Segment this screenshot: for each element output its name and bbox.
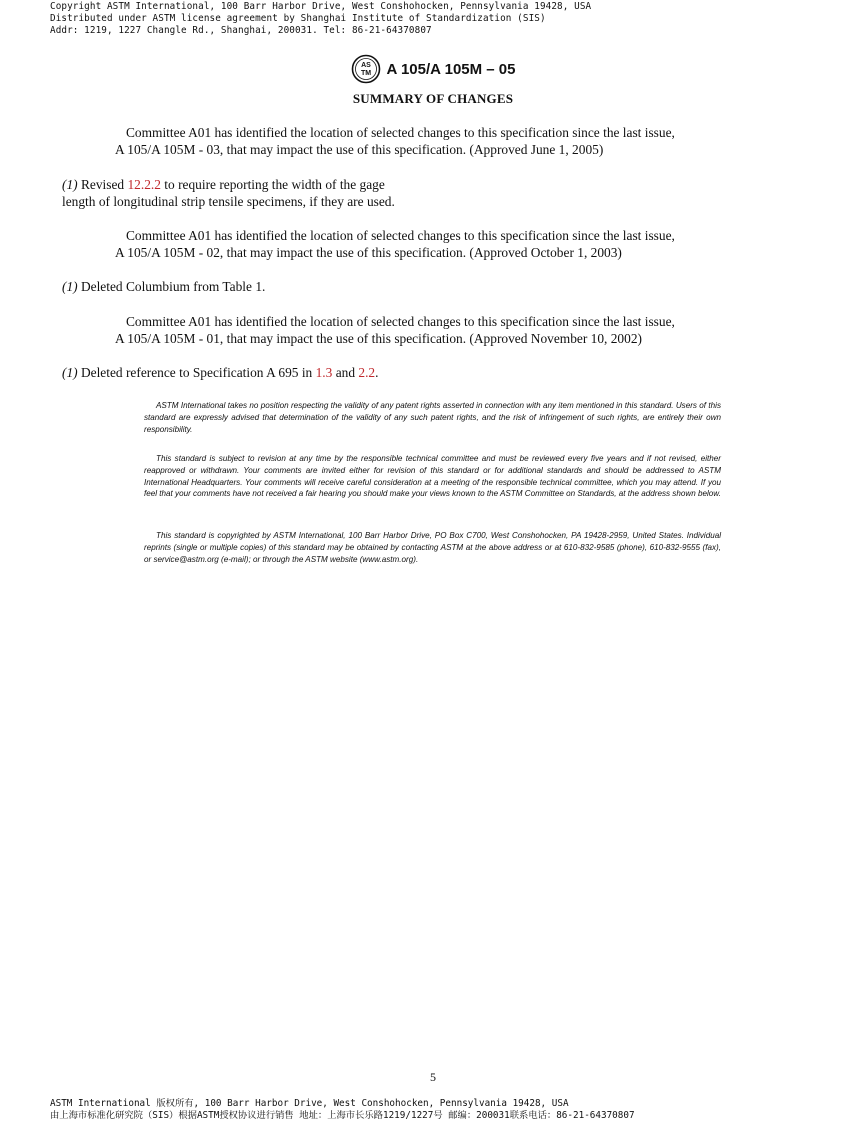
section-link-2-2[interactable]: 2.2	[358, 365, 376, 380]
change-intro-paragraph	[115, 313, 751, 347]
intro-line: A 105/A 105M - 02, that may impact the use of this specification. (Approved October 1, 2003)	[115, 245, 622, 260]
svg-text:TM: TM	[360, 70, 371, 77]
item-number: (1)	[62, 177, 78, 192]
notice-text: This standard is subject to revision at any time by the responsible technical committee and must be reviewed every five years and if not revised, either reapproved or withdrawn. Your comments are invited either for revision of this standard or for additional standards and should be addressed to ASTM International Headquarters. Your comments will receive careful consideration at a meeting of the responsible technical committee, which you may attend. If you feel that your comments have not received a fair hearing you should make your views known to the ASTM Committee on Standards, at the address shown below.	[144, 454, 721, 499]
notice-text: ASTM International takes no position respecting the validity of any patent rights asserted in connection with any item mentioned in this standard. Users of this standard are expressly advised that determination of the validity of any such patent rights, and the risk of infringement of such rights, are entirely their own responsibility.	[144, 401, 721, 434]
copyright-header	[50, 1, 591, 37]
item-text: Revised	[77, 177, 128, 192]
section-link-1-3[interactable]: 1.3	[315, 365, 333, 380]
item-number: (1)	[62, 365, 78, 380]
header-line: Addr: 1219, 1227 Changle Rd., Shanghai, 200031. Tel: 86-21-64370807	[50, 25, 432, 36]
item-text: to require reporting the width of the gage	[160, 177, 385, 192]
item-text: Deleted reference to Specification A 695 in	[77, 365, 316, 380]
item-text: and	[332, 365, 359, 380]
footer-line: 由上海市标准化研究院（SIS）根据ASTM授权协议进行销售 地址：上海市长乐路1219/1227号 邮编：200031联系电话：86-21-64370807	[50, 1110, 635, 1121]
change-item	[62, 176, 762, 210]
header-line: Distributed under ASTM license agreement by Shanghai Institute of Standardization (SIS)	[50, 13, 546, 24]
header-line: Copyright ASTM International, 100 Barr Harbor Drive, West Conshohocken, Pennsylvania 19428, USA	[50, 1, 592, 12]
item-text: length of longitudinal strip tensile specimens, if they are used.	[62, 194, 395, 209]
intro-line: A 105/A 105M - 01, that may impact the use of this specification. (Approved November 10, 2002)	[115, 331, 642, 346]
svg-text:AS: AS	[360, 62, 371, 69]
intro-line: Committee A01 has identified the location of selected changes to this specification since the last issue,	[126, 228, 675, 243]
item-text: Deleted Columbium from Table 1.	[77, 279, 266, 294]
summary-of-changes-heading: SUMMARY OF CHANGES	[352, 91, 514, 106]
astm-logo-icon	[351, 54, 381, 84]
copyright-notice	[144, 530, 721, 565]
change-item	[62, 278, 762, 295]
document-title-row	[0, 54, 866, 84]
item-text: .	[375, 365, 379, 380]
intro-line: A 105/A 105M - 03, that may impact the use of this specification. (Approved June 1, 2005)	[115, 142, 604, 157]
change-item	[62, 364, 762, 381]
section-link-12-2-2[interactable]: 12.2.2	[127, 177, 161, 192]
intro-line: Committee A01 has identified the location of selected changes to this specification since the last issue,	[126, 125, 675, 140]
revision-notice	[144, 453, 721, 500]
item-number: (1)	[62, 279, 78, 294]
designation: A 105/A 105M – 05	[386, 60, 516, 78]
change-intro-paragraph	[115, 124, 751, 158]
notice-text: This standard is copyrighted by ASTM International, 100 Barr Harbor Drive, PO Box C700, West Conshohocken, PA 19428-2959, United States. Individual reprints (single or multiple copies) of this standard may be obtained by contacting ASTM at the above address or at 610-832-9585 (phone), 610-832-9555 (fax), or service@astm.org (e-mail); or through the ASTM website (www.astm.org).	[144, 531, 721, 564]
change-intro-paragraph	[115, 227, 751, 261]
distribution-footer	[50, 1098, 635, 1122]
footer-line: ASTM International 版权所有, 100 Barr Harbor Drive, West Conshohocken, Pennsylvania 19428, USA	[50, 1098, 569, 1109]
patent-notice	[144, 400, 721, 435]
page-number: 5	[430, 1070, 436, 1084]
intro-line: Committee A01 has identified the location of selected changes to this specification since the last issue,	[126, 314, 675, 329]
